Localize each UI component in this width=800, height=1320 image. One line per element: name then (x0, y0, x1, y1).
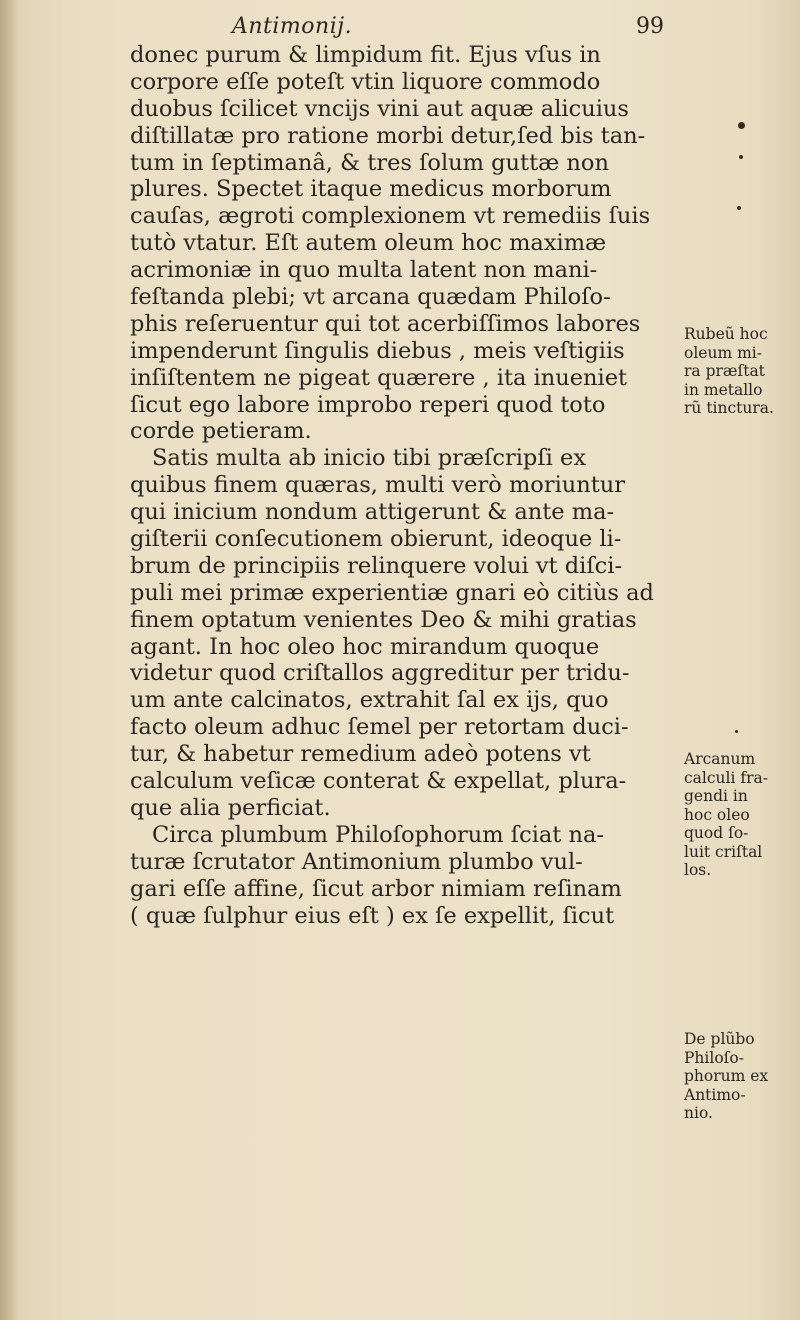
text-line: feſtanda plebi; vt arcana quædam Philoſo- (130, 284, 611, 311)
text-line: diſtillatæ pro ratione morbi detur,ſed bis tan- (130, 122, 646, 149)
margin-note-rubeum-oleum (684, 325, 794, 418)
margin-note-line: gendi in (684, 787, 748, 805)
text-line: quibus finem quæras, multi verò moriuntur (130, 472, 626, 499)
text-line: giſterii conſecutionem obierunt, ideoque li- (130, 526, 622, 553)
text-line: plures. Spectet itaque medicus morborum (130, 176, 612, 203)
text-line: agant. In hoc oleo hoc mirandum quoque (130, 633, 600, 660)
text-line: inſiſtentem ne pigeat quærere , ita inueniet (130, 364, 628, 391)
margin-note-line: quod ſo- (684, 824, 749, 842)
text-line: acrimoniæ in quo multa latent non mani- (130, 257, 598, 284)
margin-note-line: phorum ex (684, 1067, 769, 1085)
margin-note-line: De plũbo (684, 1030, 755, 1048)
text-line: puli mei primæ experientiæ gnari eò citiùs ad (130, 579, 654, 606)
margin-note-line: rũ tinctura. (684, 399, 774, 417)
running-head: Antimonij. (232, 14, 353, 39)
ink-spot (735, 730, 738, 733)
page-number: 99 (636, 14, 664, 39)
margin-note-line: Philoſo- (684, 1048, 744, 1067)
margin-note-line: oleum mi- (684, 343, 762, 362)
margin-note-arcanum (684, 750, 794, 880)
text-line: facto oleum adhuc ſemel per retortam duci- (130, 714, 629, 741)
margin-note-line: luit criſtal (684, 842, 763, 861)
text-line: ( quæ ſulphur eius eſt ) ex ſe expellit, ſicut (130, 902, 615, 929)
text-line: que alia perficiat. (130, 794, 331, 821)
text-line: Satis multa ab inicio tibi præſcripſi ex (152, 445, 587, 472)
margin-note-line: ra præſtat (684, 362, 765, 380)
text-line: tum in ſeptimanâ, & tres ſolum guttæ non (130, 149, 609, 176)
text-line: cauſas, ægroti complexionem vt remediis ſuis (130, 203, 651, 230)
margin-note-line: los. (684, 861, 712, 879)
text-line: um ante calcinatos, extrahit ſal ex ijs, quo (130, 687, 609, 714)
text-line: turæ ſcrutator Antimonium plumbo vul- (130, 848, 583, 875)
text-line: phis reſeruentur qui tot acerbiſſimos labores (130, 310, 641, 337)
text-line: qui inicium nondum attigerunt & ante ma- (130, 499, 615, 526)
margin-note-line: calculi fra- (684, 768, 769, 787)
main-text-block (130, 42, 654, 929)
margin-note-line: in metallo (684, 380, 763, 399)
text-line: donec purum & limpidum fit. Ejus vſus in (130, 42, 601, 68)
ink-spot (739, 155, 743, 159)
margin-note-line: Rubeũ hoc (684, 325, 768, 343)
text-line: impenderunt ſingulis diebus , meis veſtigiis (130, 337, 625, 364)
text-line: videtur quod criſtallos aggreditur per tridu- (130, 660, 630, 687)
margin-note-line: nio. (684, 1104, 713, 1122)
text-line: tur, & habetur remedium adeò potens vt (130, 741, 591, 768)
text-line: brum de principiis relinquere volui vt diſci- (130, 552, 623, 579)
text-line: calculum veſicæ conterat & expellat, plura- (130, 768, 627, 795)
ink-spot (738, 122, 745, 129)
text-line: Circa plumbum Philoſophorum ſciat na- (152, 821, 604, 848)
text-line: finem optatum venientes Deo & mihi gratias (130, 606, 637, 633)
page-gutter-shadow (0, 0, 18, 1320)
text-line: ſicut ego labore improbo reperi quod toto (130, 391, 606, 418)
text-line: corpore eſſe poteſt vtin liquore commodo (130, 68, 601, 95)
text-line: duobus ſcilicet vncijs vini aut aquæ alicuius (130, 95, 629, 122)
ink-spot (737, 206, 741, 210)
margin-note-line: Arcanum (684, 750, 756, 768)
text-line: gari eſſe affine, ſicut arbor nimiam reſinam (130, 875, 622, 902)
margin-note-de-plumbo (684, 1030, 794, 1123)
text-line: corde petieram. (130, 418, 312, 445)
margin-note-line: hoc oleo (684, 805, 750, 824)
page-header (0, 14, 800, 44)
text-line: tutò vtatur. Eſt autem oleum hoc maximæ (130, 230, 607, 257)
margin-note-line: Antimo- (684, 1085, 746, 1104)
